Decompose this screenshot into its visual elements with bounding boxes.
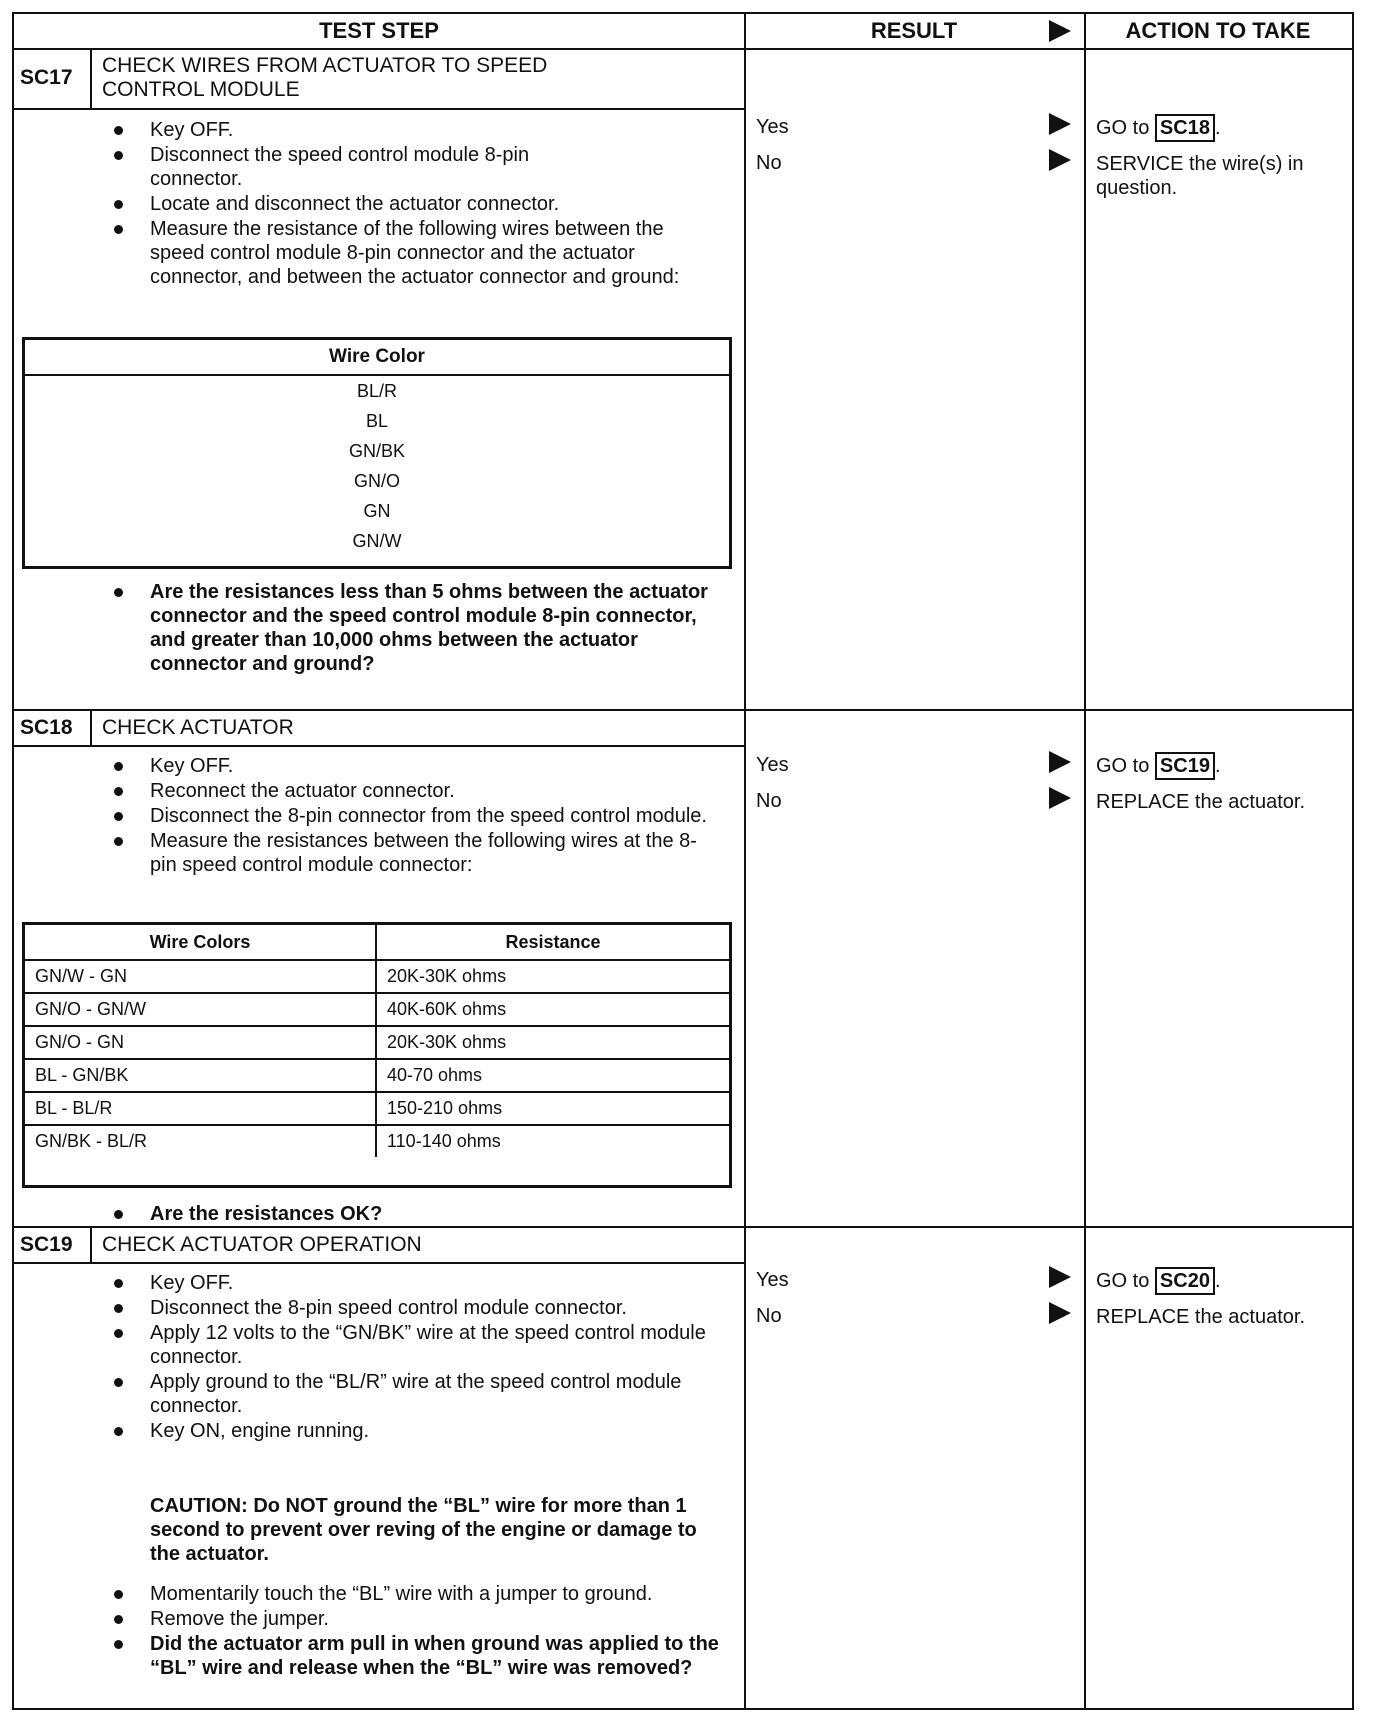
table-cell: GN/O - GN (25, 1027, 377, 1060)
table-cell: 40K-60K ohms (377, 994, 729, 1027)
step-bullets (100, 118, 720, 290)
question-item: Are the resistances less than 5 ohms between the actuator connector and the speed control module 8-pin connector, and greater than 10,000 ohms between the actuator connector and ground? (100, 580, 720, 676)
bullet-item: Reconnect the actuator connector. (100, 779, 720, 803)
step-title: CHECK ACTUATOR OPERATION (102, 1233, 422, 1256)
action-replace: REPLACE the actuator. (1096, 1306, 1306, 1328)
table-cell: GN/O - GN/W (25, 994, 377, 1027)
table-cell: GN/O (353, 471, 400, 491)
action-go-to: GO to SC18 . (1096, 114, 1346, 142)
table-cell: 150-210 ohms (377, 1093, 729, 1126)
test-procedure-sheet (12, 12, 1354, 1710)
resistance-table (22, 922, 732, 1188)
step-bullets (100, 1271, 720, 1444)
action-go-to: GO to SC19 . (1096, 752, 1346, 780)
table-cell: 20K-30K ohms (377, 1027, 729, 1060)
action-go-to: GO to SC20 . (1096, 1267, 1346, 1295)
action-service: SERVICE the wire(s) in question. (1096, 153, 1304, 199)
table-cell: BL (365, 411, 389, 431)
question-item: Are the resistances OK? (100, 1202, 720, 1226)
result-yes: Yes (756, 1269, 789, 1291)
result-no: No (756, 790, 782, 812)
table-header: Resistance (377, 925, 729, 961)
arrow-icon (1049, 1302, 1071, 1324)
step-id-divider (90, 48, 92, 108)
step-id-divider (90, 711, 92, 745)
table-cell: BL/R (356, 381, 398, 401)
step-bullets (100, 754, 720, 878)
bullet-item: Disconnect the 8-pin connector from the speed control module. (100, 804, 720, 828)
header-test-step: TEST STEP (14, 14, 744, 50)
bullet-item: Apply ground to the “BL/R” wire at the speed control module connector. (100, 1370, 720, 1418)
step-id: SC18 (20, 716, 73, 739)
table-cell: 40-70 ohms (377, 1060, 729, 1093)
bullet-item: Disconnect the 8-pin speed control module connector. (100, 1296, 720, 1320)
bullet-item: Measure the resistances between the following wires at the 8-pin speed control module connector: (100, 829, 720, 877)
table-cell: BL - GN/BK (25, 1060, 377, 1093)
step-title-rule (14, 108, 744, 110)
step-id-divider (90, 1228, 92, 1262)
table-cell: 110-140 ohms (387, 1131, 501, 1151)
table-header: Wire Colors (25, 925, 377, 961)
table-cell: GN/BK (348, 441, 405, 461)
header-action: ACTION TO TAKE (1084, 14, 1352, 50)
table-cell: 20K-30K ohms (377, 961, 729, 994)
result-yes: Yes (756, 116, 789, 138)
bullet-item: Apply 12 volts to the “GN/BK” wire at the speed control module connector. (100, 1321, 720, 1369)
bullet-item: Key OFF. (100, 1271, 720, 1295)
result-yes: Yes (756, 754, 789, 776)
arrow-icon (1049, 787, 1071, 809)
table-cell: GN/W - GN (25, 961, 377, 994)
header-result: RESULT (744, 14, 1084, 50)
step-reference[interactable]: SC18 (1155, 114, 1215, 142)
wire-color-table (22, 337, 732, 569)
column-divider-result (744, 14, 746, 1708)
step-question (100, 1202, 720, 1227)
bullet-item: Key OFF. (100, 118, 720, 142)
result-no: No (756, 152, 782, 174)
bullet-item: Disconnect the speed control module 8-pin connector. (100, 143, 720, 191)
step-title: CHECK WIRES FROM ACTUATOR TO SPEED CONTROL MODULE (102, 54, 548, 101)
bullet-item: Momentarily touch the “BL” wire with a jumper to ground. (100, 1582, 720, 1606)
step-reference[interactable]: SC19 (1155, 752, 1215, 780)
table-cell: GN/BK - BL/R (25, 1126, 377, 1157)
column-divider-action (1084, 14, 1086, 1708)
step-bullets-2 (100, 1582, 720, 1681)
bullet-item: Key ON, engine running. (100, 1419, 720, 1443)
table-cell: GN (363, 501, 391, 521)
step-separator (14, 1226, 1352, 1228)
question-item: Did the actuator arm pull in when ground was applied to the “BL” wire and release when the “BL” wire was removed? (100, 1632, 720, 1680)
table-cell: GN/W (352, 531, 402, 551)
arrow-icon (1049, 751, 1071, 773)
bullet-item: Remove the jumper. (100, 1607, 720, 1631)
arrow-icon (1049, 1266, 1071, 1288)
header-arrow-icon (1049, 20, 1071, 42)
table-cell: BL - BL/R (25, 1093, 377, 1126)
step-title-rule (14, 745, 744, 747)
step-title: CHECK ACTUATOR (102, 716, 294, 739)
table-header: Wire Color (25, 340, 729, 376)
arrow-icon (1049, 113, 1071, 135)
step-reference[interactable]: SC20 (1155, 1267, 1215, 1295)
bullet-item: Measure the resistance of the following wires between the speed control module 8-pin connector and the actuator connector, and between the actuator connector and ground: (100, 217, 720, 289)
step-question (100, 580, 720, 677)
action-replace: REPLACE the actuator. (1096, 791, 1306, 813)
step-separator (14, 709, 1352, 711)
result-no: No (756, 1305, 782, 1327)
step-id: SC19 (20, 1233, 73, 1256)
step-id: SC17 (20, 66, 73, 89)
arrow-icon (1049, 149, 1071, 171)
bullet-item: Key OFF. (100, 754, 720, 778)
step-title-rule (14, 1262, 744, 1264)
caution-note: CAUTION: Do NOT ground the “BL” wire for more than 1 second to prevent over reving of the engine or damage to the actuator. (150, 1495, 697, 1565)
bullet-item: Locate and disconnect the actuator connector. (100, 192, 720, 216)
